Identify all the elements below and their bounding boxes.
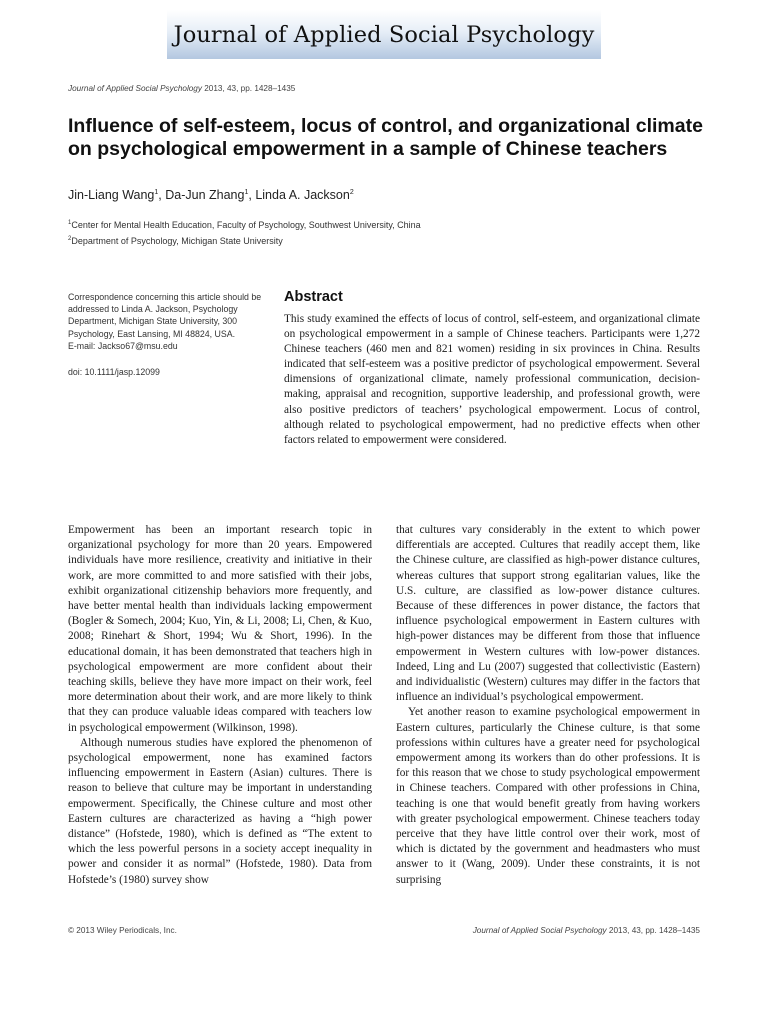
affiliations (68, 216, 421, 248)
author-list (68, 188, 354, 202)
body-column-left (68, 523, 372, 888)
author-name: Da-Jun Zhang (165, 188, 245, 202)
author-affiliation-mark: 1 (244, 188, 249, 196)
author-affiliation-mark: 1 (154, 188, 159, 196)
journal-banner (167, 10, 601, 59)
author-separator: , (158, 188, 166, 202)
affiliation-mark: 2 (68, 236, 72, 242)
citation-details: 2013, 43, pp. 1428–1435 (201, 84, 296, 93)
citation-journal: Journal of Applied Social Psychology (68, 84, 202, 93)
doi-link[interactable]: doi: 10.1111/jasp.12099 (68, 367, 160, 378)
footer-details: 2013, 43, pp. 1428–1435 (606, 926, 700, 935)
body-column-right (396, 523, 700, 888)
body-paragraph: that cultures vary considerably in the extent to which power differentials are accepted. Cultures that readily accept them, like the Chinese culture, are classified as high-power distance cultures, whereas cultures that support strong egalitarian values, like the U.S. culture, are classified as low-power distance cultures. Because of these differences in power distance, the factors that influence psychological empowerment in Eastern cultures with high-power distances may be different from those that influence empowerment in Western cultures with low-power distances. Indeed, Ling and Lu (2007) suggested that collectivistic (Eastern) and individualistic (Western) cultures may differ in the factors that influence an individual’s psychological empowerment. (396, 524, 700, 704)
article-title: Influence of self-esteem, locus of control, and organizational climate on psychological empowerment in a sample of Chinese teachers (68, 115, 703, 160)
author-separator: , (248, 188, 256, 202)
citation-header (68, 84, 295, 93)
author-affiliation-mark: 2 (349, 188, 354, 196)
body-paragraph: Although numerous studies have explored the phenomenon of psychological empowerment, none has examined factors influencing empowerment in Eastern (Asian) cultures. There is reason to believe that culture may be important in understanding empowerment. Specifically, the Chinese culture and most other Eastern cultures are characterized as having a “high power distance” (Hofstede, 1980), which is defined as “The extent to which the less powerful persons in a society accept inequality in power and consider it as normal” (Hofstede, 1980). Data from Hofstede’s (1980) survey show (68, 736, 372, 886)
affiliation-text: Center for Mental Health Education, Faculty of Psychology, Southwest University, China (71, 220, 421, 230)
affiliation-mark: 1 (68, 220, 72, 226)
abstract-heading: Abstract (284, 289, 343, 305)
footer-journal: Journal of Applied Social Psychology (472, 926, 607, 935)
footer-citation (473, 926, 700, 935)
abstract-section (284, 289, 700, 448)
affiliation-line (68, 216, 421, 232)
body-paragraph: Yet another reason to examine psychological empowerment in Eastern cultures, particularly the Chinese culture, is that some professions within cultures have a greater need for psychological empowerment among its workers than do other professions. It is for this reason that we chose to study psychological empowerment in Chinese teachers. Compared with other professions in China, teaching is one that would benefit greatly from having workers with greater psychological empowerment. Chinese teachers today perceive that they have little control over their work, most of which is dictated by the government and headmasters who must answer to it (Wang, 2009). Under these constraints, it is not surprising (396, 706, 700, 886)
correspondence-email: E-mail: Jackso67@msu.edu (68, 340, 178, 351)
abstract-text: This study examined the effects of locus of control, self-esteem, and organizational climate on psychological empowerment in a sample of Chinese teachers. Participants were 1,272 Chinese teachers (460 men and 821 women) residing in six provinces in China. Results indicated that self-esteem was a positive predictor of psychological empowerment. Several dimensions of organizational climate, namely professional communication, decision-making, appraisal and recognition, supportive leadership, and professional growth, were also positive predictors of teachers’ psychological empowerment. Locus of control, although related to psychological empowerment, had no predictive effects when other factors related to empowerment were considered. (284, 313, 700, 446)
correspondence-text: Correspondence concerning this article should be addressed to Linda A. Jackson, Psychology Department, Michigan State University, 300 Psychology, East Lansing, MI 48824, USA. (68, 292, 262, 339)
author-name: Linda A. Jackson (255, 188, 350, 202)
correspondence-sidebar (68, 291, 273, 378)
author-name: Jin-Liang Wang (68, 188, 155, 202)
journal-banner-title: Journal of Applied Social Psychology (173, 21, 595, 48)
affiliation-text: Department of Psychology, Michigan State University (71, 236, 283, 246)
body-paragraph: Empowerment has been an important research topic in organizational psychology for more than 20 years. Empowered individuals have more resilience, creativity and initiative in their work, are more committed to and more satisfied with their jobs, exhibit organizational citizenship behaviors more frequently, and have better mental health than individuals lacking empowerment (Bogler & Somech, 2004; Kuo, Yin, & Li, 2008; Li, Chen, & Kuo, 2008; Rinehart & Short, 1994; Wu & Short, 1996). In the educational domain, it has been demonstrated that teachers high in psychological empowerment are more confident about their teaching skills, believe they have more impact on their work, feel more determination about their work, and are more likely to think that they can produce valuable ideas compared with teachers low in psychological empowerment (Wilkinson, 1998). (68, 524, 372, 734)
footer-copyright: © 2013 Wiley Periodicals, Inc. (68, 926, 177, 935)
affiliation-line (68, 232, 421, 248)
